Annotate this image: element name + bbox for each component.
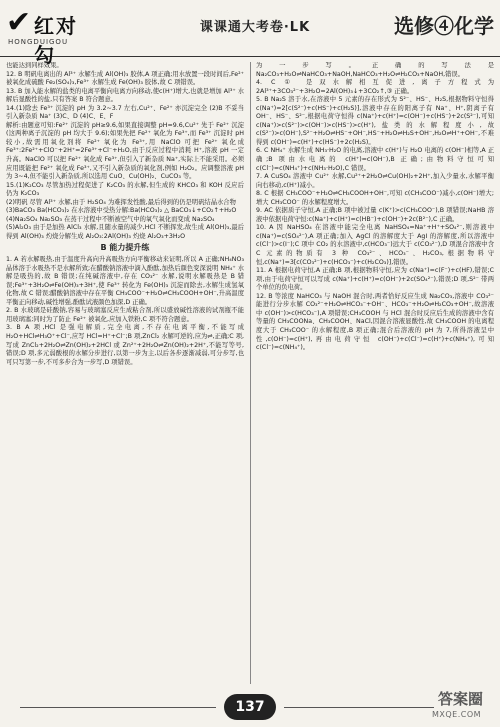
paragraph: 6. C NH₄⁺ 水解生成 NH₃·H₂O 的电离,溶液中 c(H⁺)与 H₂O 电离的 c(OH⁻)相等,A 正确;B 项由水电离的 c(H⁺)=c(OH⁻),B 正确;由物料守恒可知 c(Cl⁻)=c(NH₄⁺)+c(NH₃·H₂O),C 错误。 [256, 147, 494, 172]
paragraph: 15.(1)K₂CO₃ 尽管加热过程促进了 K₂CO₃ 的水解,但生成的 KHCO₃ 和 KOH 反应后仍为 K₂CO₃ [6, 181, 244, 198]
footer-rule-left [20, 707, 216, 708]
checkmark-icon: ✔ [6, 5, 32, 40]
paragraph: 9. AC 依据质子守恒,A 正确;B 项中被过量 c(K⁺)>c(CH₃COO⁻),B 项错误;NaHB 溶液中依据电荷守恒:c(Na⁺)+c(H⁺)=c(HB⁻)+c(OH⁻)+2c(B²⁻),C 正确。 [256, 207, 494, 223]
series-title: 课课通大考卷·LK [199, 20, 311, 35]
paragraph: 10. A 因 NaHSO₄ 在溶液中能完全电离 NaHSO₄=Na⁺+H⁺+SO₄²⁻,则溶液中 c(Na⁺)=c(SO₄²⁻),A 项正确;加入 AgCl 的溶解度大于 AgI 的溶解度,所以溶液中 c(Cl⁻)>c(I⁻);C 项中 CO₂ 的水溶液中,c(HCO₃⁻)远大于 c(CO₃²⁻),D 项混合溶液中含 C 元素的物质有 3 种 CO₃²⁻、HCO₃⁻、H₂CO₃,根据物料守恒,c(Na⁺)=3[c(CO₃²⁻)+c(HCO₃⁻)+c(H₂CO₃)],错误。 [256, 224, 494, 266]
logo-subtext: HONGDUIGOU [8, 38, 69, 46]
section-heading: B 能力提升练 [100, 243, 150, 253]
paragraph: 1. A 若水解吸热,由于温度升高向升高吸热方向平衡移动来证明,所以 A 正确;NH₄NO₃ 晶体溶于水吸热不是水解所致;在醋酸钠溶液中滴入酚酞,加热后颜色变深说明 NH₄⁺ 水解是吸热的,故 B 错误;在纯碱溶液中,存在 CO₃²⁻ 水解,说明水解吸热是 B 错误;Fe³⁺+3H₂O⇌Fe(OH)₃+3H⁺,使 Fe³⁺ 转化为 Fe(OH)₃ 沉淀而除去,水解生成氢氧化物,故 C 错误;醋酸钠溶液中存在平衡 CH₃COO⁻+H₂O⇌CH₃COOH+OH⁻,升高温度平衡正向移动,碱性增强,酚酞试液颜色加深,D 正确。 [6, 256, 244, 306]
paragraph: 3. B A 项,HCl 是强电解质,完全电离,不存在电离平衡,不能写成 H₂O+HCl⇌H₃O⁺+Cl⁻,应写 HCl=H⁺+Cl⁻;B 项,ZnCl₂ 水解可逆的,应为⇌,正确;C 项,写成 ZnCl₂+2H₂O⇌Zn(OH)₂+2HCl 或 Zn²⁺+2H₂O⇌Zn(OH)₂+2H⁺,不能写等号,错误;D 项,多元弱酸根的水解分步进行,以第一步为主,以后各步逐渐减弱,可分步写,也可只写第一步,不可多步合为一步写,D 项错误。 [6, 324, 244, 366]
right-column [256, 62, 494, 684]
paragraph: 4. C ① 是双水解相互促进,离子方程式为 2Al³⁺+3CO₃²⁻+3H₂O=2Al(OH)₃↓+3CO₂↑,③ 正确。 [256, 79, 494, 95]
page-footer [0, 690, 500, 727]
paragraph: 2. B 水玻璃是硅酸钠,容易与玻璃塞反应生成粘合剂,所以盛放碱性溶液的试剂瓶不能用玻璃塞;同时为了防止 Fe²⁺ 被氧化,应加入铁粉,C 项不符合题意。 [6, 307, 244, 323]
watermark [432, 688, 496, 724]
left-column [6, 62, 244, 684]
paragraph: 7. A CuSO₄ 溶液中 Cu²⁺ 水解,Cu²⁺+2H₂O⇌Cu(OH)₂+2H⁺,加入少量水,水解平衡向右移动,c(H⁺)减小。 [256, 173, 494, 189]
column-divider [250, 62, 251, 684]
paragraph: 为一步写。正确的写法是 Na₂CO₃+H₂O⇌NaHCO₃+NaOH,NaHCO₃+H₂O⇌H₂CO₃+NaOH,错误。 [256, 62, 494, 78]
page-number: 137 [224, 694, 276, 720]
paragraph: (3)BaCO₃ Ba(HCO₃)₂ 在水溶液中受热分解:Ba(HCO₃)₂ △ BaCO₃↓+CO₂↑+H₂O [6, 207, 237, 215]
paragraph: 也能达到同样效果。 [6, 62, 63, 69]
paragraph: 11. A 根据电荷守恒,A 正确;B 项,根据物料守恒,应为 c(Na⁺)=c(F⁻)+c(HF),错误;C 项,由于电荷守恒可以写成 c(Na⁺)+c(H⁺)=c(OH⁻)+2c(SO₄²⁻),错误;D 项,S²⁻ 带两个单位的负电荷。 [256, 267, 494, 292]
paragraph: 8. C 根据 CH₃COO⁻+H₂O⇌CH₃COOH+OH⁻,可知 c(CH₃COO⁻)减小,c(OH⁻)增大;增大 CH₃COO⁻ 的水解程度增大。 [256, 190, 494, 206]
paragraph: (2)明矾 尽管 Al³⁺ 水解,由于 H₂SO₄ 为难挥发性酸,最后得到的仍是明矾结晶水合物 [6, 198, 236, 206]
paragraph: 12. B 等浓度 NaHCO₃ 与 NaOH 混合时,两者恰好反应生成 Na₂CO₃,溶液中 CO₃²⁻ 能进行分步水解 CO₃²⁻+H₂O⇌HCO₃⁻+OH⁻、HCO₃⁻+H₂O⇌H₂CO₃+OH⁻,故溶液中 c(OH⁻)>c(HCO₃⁻),A 项错误;CH₃COOH 与 HCl 混合时反应后生成的溶液中含有等量的 CH₃COONa、CH₃COOH、NaCl,因混合溶液显酸性,故 CH₃COOH 的电离程度大于 CH₃COO⁻ 的水解程度,B 项正确;混合后溶液的 pH 为 7,所得溶液呈中性,c(OH⁻)=c(H⁺),再由电荷守恒 c(OH⁻)+c(Cl⁻)=c(H⁺)+c(NH₄⁺),可知 c(Cl⁻)=c(NH₄⁺)。 [256, 292, 494, 352]
paragraph: 12. B 明矾电离出的 Al³⁺ 水解生成 Al(OH)₃ 胶体,A 项正确;用水放置一段时间后,Fe²⁺ 被氧化成硫酸 Fe₂(SO₄)₃,Fe³⁺ 水解生成 Fe(OH)₃ 胶体,故 C 项错误。 [6, 70, 244, 87]
watermark-title: 答案圈 [438, 690, 484, 708]
paragraph: 5. B Na₂S 溶于水,在溶液中 5 元素的存在形式为 S²⁻、HS⁻、H₂S,根据物料守恒得 c(Na⁺)=2[c(S²⁻)+c(HS⁻)+c(H₂S)],溶液中存在的阳离子有 Na⁺、H⁺,阴离子有 OH⁻、HS⁻、S²⁻,根据电荷守恒得 c(Na⁺)+c(H⁺)=c(OH⁻)+c(HS⁻)+2c(S²⁻),可知 c(Na⁺)>c(S²⁻)>c(OH⁻)>c(HS⁻)>c(H⁺),盐类的水解程度小,故 c(S²⁻)>c(OH⁻),S²⁻+H₂O⇌HS⁻+OH⁻,HS⁻+H₂O⇌H₂S+OH⁻,H₂O⇌H⁺+OH⁻,不难得到 c(OH⁻)=c(H⁺)+c(HS⁻)+2c(H₂S)。 [256, 96, 494, 146]
paragraph: (4)Na₂SO₄ Na₂SO₃ 在蒸干过程中不断被空气中的氧气氧化而变成 Na₂SO₄ [6, 215, 215, 223]
answer-columns [6, 62, 494, 684]
paragraph: 13. B 加入能水解的盐类的电离平衡向电离方向移动,使c(H⁺)增大,也就是增加 Al³⁺ 水解后显酸性的盐,只有答案 B 符合题意。 [6, 87, 244, 104]
subject-title: 选修④化学 [394, 14, 494, 38]
footer-rule-right [284, 707, 434, 708]
paragraph: (5)Al₂O₃ 由于是加热 AlCl₃ 水解,且随水量的减少,HCl 不断挥发,故生成 Al(OH)₃,最后得到 Al(OH)₃ 灼烧分解生成 Al₂O₃:2Al(OH)₃ 灼烧 Al₂O₃+3H₂O [6, 224, 244, 240]
paragraph: 解析:由题意可知:Fe²⁺ 沉淀的 pH≥9.6,如果直接调整 pH=9.6,Cu²⁺ 先于 Fe²⁺ 沉淀(这两种离子沉淀的 pH 均大于 9.6);如果先把 Fe²⁺ 氧化为 Fe³⁺,而 Fe³⁺ 沉淀时 pH 较小,故需用氧化剂将 Fe²⁺ 氧化为 Fe³⁺,用 NaClO 可把 Fe²⁺ 氧化成 Fe³⁺:2Fe²⁺+ClO⁻+2H⁺=2Fe³⁺+Cl⁻+H₂O,由于反应过程中消耗 H⁺,溶液 pH 一定升高。NaClO 可以把 Fe²⁺ 氧化成 Fe³⁺,但引入了新杂质 Na⁺,实际上不能采用。必须应用既能把 Fe²⁺ 氧化成 Fe³⁺,又不引入新杂质的氧化剂,例如 H₂O₂。应调整溶液 pH 为 3~4,但不能引入新杂质,所以选用 CuO、Cu(OH)₂、CuCO₃ 等。 [6, 121, 244, 181]
watermark-url: MXQE.COM [432, 710, 482, 719]
logo-text: 红对勾 [34, 14, 78, 67]
paragraph: 14.(1)除去 Fe³⁺ 沉淀的 pH 为 3.2~3.7 左右,Cu²⁺、Fe²⁺ 亦沉淀完全 (2)B 不妥当 引入新杂质 Na⁺ (3)C、D (4)C、E、F [6, 104, 244, 121]
